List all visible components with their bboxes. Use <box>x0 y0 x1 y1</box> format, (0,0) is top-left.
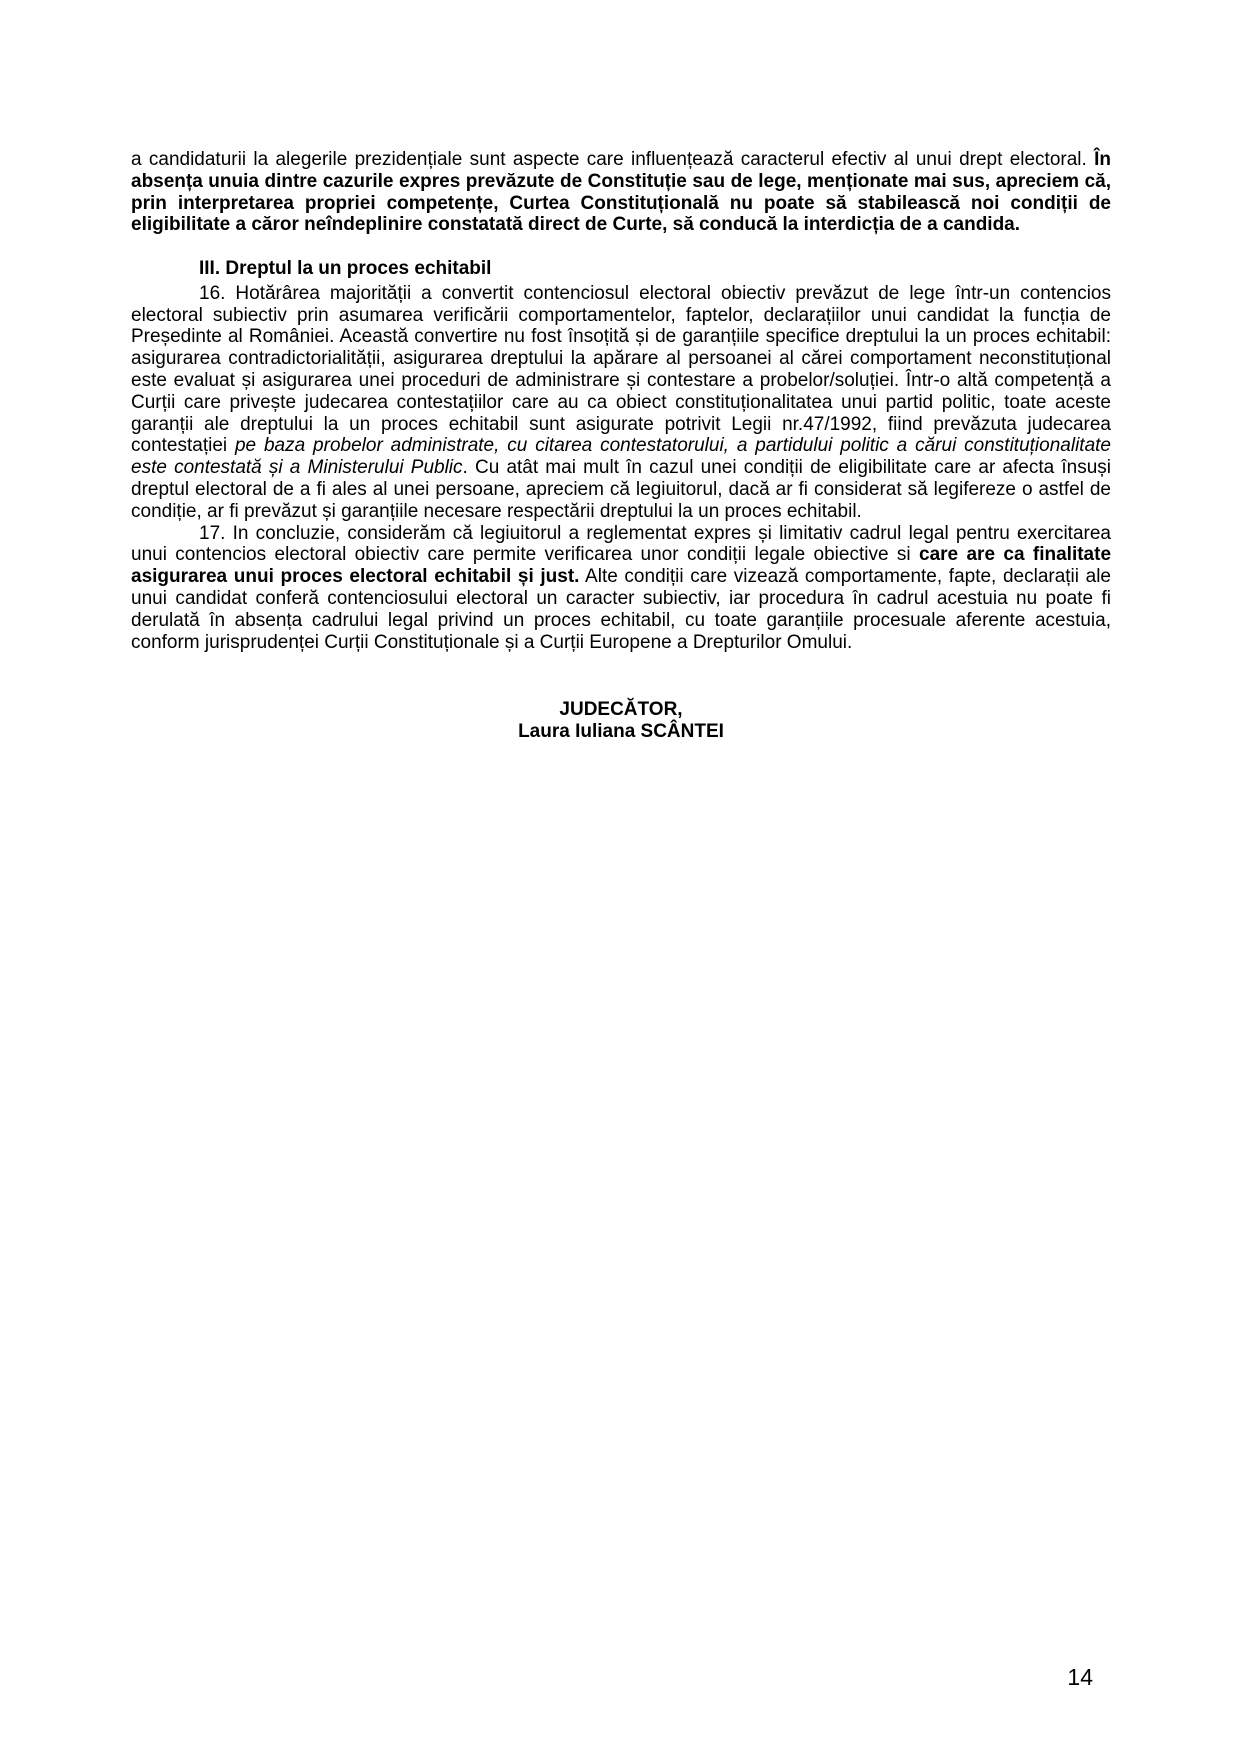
signature-block <box>131 699 1111 743</box>
paragraph-17-bold-run: care are ca finalitate asigurarea unui proces electoral echitabil și just. <box>131 544 1112 588</box>
paragraph-16 <box>131 283 1111 523</box>
intro-paragraph-bold-run: În absența unuia dintre cazurile expres prevăzute de Constituție sau de lege, menționate mai sus, apreciem că, prin interpretarea propriei competențe, Curtea Constituțională nu poate să stabilească noi condiții de eligibilitate a căror neîndeplinire constatată direct de Curte, să conducă la interdicția de a candida. <box>131 149 1111 236</box>
paragraph-16-run-2: . Cu atât mai mult în cazul unei condiții de eligibilitate care ar afecta însuși dreptul electoral de a fi ales al unei persoane, apreciem că legiuitorul, dacă ar fi considerat să legifereze o astfel de condiție, ar fi prevăzut și garanțiile necesare respectării dreptului la un proces echitabil. <box>131 457 1111 522</box>
page-number: 14 <box>1067 1664 1093 1690</box>
section-heading: III. Dreptul la un proces echitabil <box>199 257 492 279</box>
intro-paragraph <box>131 149 1111 236</box>
paragraph-17-run-2: Alte condiții care vizează comportamente, fapte, declarații ale unui candidat conferă contenciosului electoral un caracter subiectiv, iar procedura în cadrul acestuia nu poate fi derulată în absența cadrului legal privind un proces echitabil, cu toate garanțiile procesuale aferente acestuia, conform jurisprudenței Curții Constituționale și a Curții Europene a Drepturilor Omului. <box>131 566 1111 653</box>
paragraph-16-italic-run: pe baza probelor administrate, cu citarea contestatorului, a partidului politic a cărui constituționalitate este contestată și a Ministerului Public <box>131 435 1111 479</box>
signature-role: JUDECĂTOR, <box>559 699 683 721</box>
paragraph-17-run-1: 17. In concluzie, considerăm că legiuitorul a reglementat expres și limitativ cadrul legal pentru exercitarea unui contencios electoral obiectiv care permite verificarea unor condiții legale obiective si <box>131 522 1111 566</box>
signature-name: Laura Iuliana SCÂNTEI <box>518 721 724 743</box>
intro-paragraph-regular-run: a candidaturii la alegerile prezidențiale sunt aspecte care influențează caracterul efectiv al unui drept electoral. <box>131 149 1095 170</box>
blank-line <box>131 236 1111 258</box>
text-column <box>131 149 1111 743</box>
paragraph-16-run-1: 16. Hotărârea majorității a convertit contenciosul electoral obiectiv prevăzut de lege într-un contencios electoral subiectiv prin asumarea verificării comportamentelor, faptelor, declarațiilor unui candidat la funcția de Președinte al României. Această convertire nu fost însoțită și de garanțiile specifice dreptului la un proces echitabil: asigurarea contradictorialității, asigurarea dreptului la apărare al persoanei al cărei comportament neconstituțional este evaluat și asigurarea unei proceduri de administrare și contestare a probelor/soluției. Într-o altă competență a Curții care privește judecarea contestațiilor care au ca obiect constituționalitatea unui partid politic, toate aceste garanții ale dreptului la un proces echitabil sunt asigurate potrivit Legii nr.47/1992, fiind prevăzuta judecarea contestației <box>131 282 1111 457</box>
paragraph-17 <box>131 523 1111 654</box>
